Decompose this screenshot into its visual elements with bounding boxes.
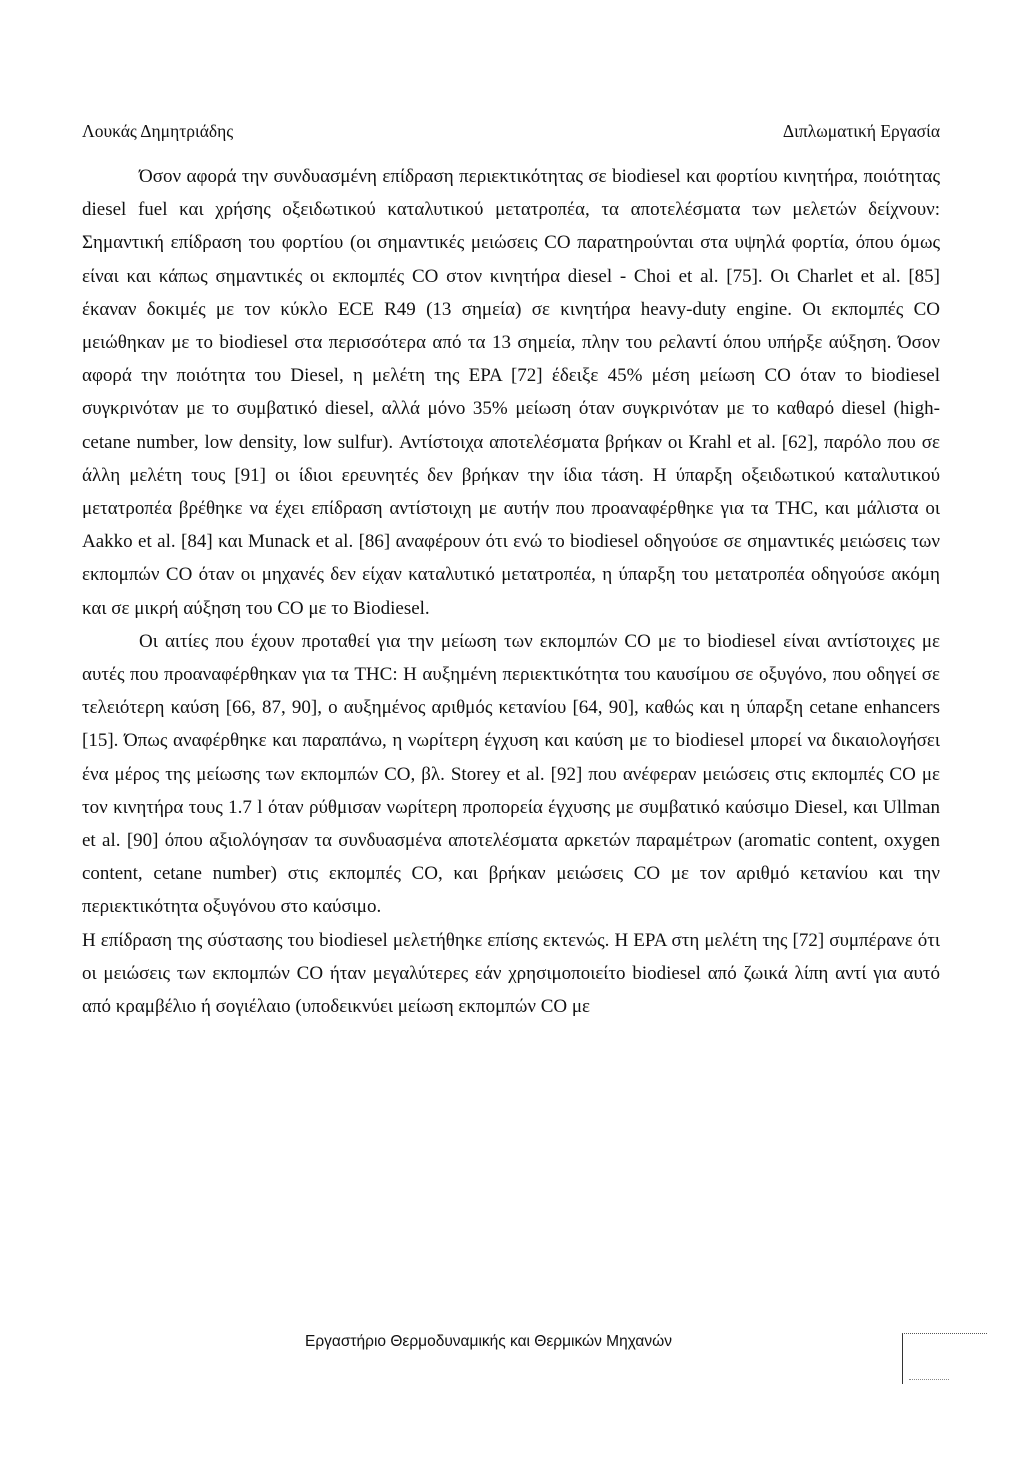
lab-name: Εργαστήριο Θερμοδυναμικής και Θερμικών Μηχανών [305,1333,672,1350]
page-header [82,121,940,142]
author-name: Λουκάς Δημητριάδης [82,121,234,141]
page-corner-mark [902,1333,987,1384]
main-text [82,160,940,1023]
paragraph-1: Όσον αφορά την συνδυασμένη επίδραση περιεκτικότητας σε biodiesel και φορτίου κινητήρα, ποιότητας diesel fuel και χρήσης οξειδωτικού καταλυτικού μετατροπέα, τα αποτελέσματα των μελετών δείχνουν: Σημαντική επίδραση του φορτίου (οι σημαντικές μειώσεις CO παρατηρούνται στα υψηλά φορτία, όπου όμως είναι και κάπως σημαντικές οι εκπομπές CO στον κινητήρα diesel - Choi et al. [75]. Οι Charlet et al. [85] έκαναν δοκιμές με τον κύκλο ECE R49 (13 σημεία) σε κινητήρα heavy-duty engine. Οι εκπομπές CO μειώθηκαν με το biodiesel στα περισσότερα από τα 13 σημεία, πλην του ρελαντί όπου υπήρξε αύξηση. Όσον αφορά την ποιότητα του Diesel, η μελέτη της EPA [72] έδειξε 45% μέση μείωση CO όταν το biodiesel συγκρινόταν με το συμβατικό diesel, αλλά μόνο 35% μείωση όταν συγκρινόταν με το καθαρό diesel (high-cetane number, low density, low sulfur). Αντίστοιχα αποτελέσματα βρήκαν οι Krahl et al. [62], παρόλο που σε άλλη μελέτη τους [91] οι ίδιοι ερευνητές δεν βρήκαν την ίδια τάση. Η ύπαρξη οξειδωτικού καταλυτικού μετατροπέα βρέθηκε να έχει επίδραση αντίστοιχη με αυτήν που προαναφέρθηκε για τα THC, και μάλιστα οι Aakko et al. [84] και Munack et al. [86] αναφέρουν ότι ενώ το biodiesel οδηγούσε σε σημαντικές μειώσεις των εκπομπών CO όταν οι μηχανές δεν είχαν καταλυτικό μετατροπέα, η ύπαρξη του μετατροπέα οδηγούσε ακόμη και σε μικρή αύξηση του CO με το Biodiesel. [82,166,940,619]
paragraph-3: Η επίδραση της σύστασης του biodiesel μελετήθηκε επίσης εκτενώς. Η EPA στη μελέτη της [72] συμπέρανε ότι οι μειώσεις των εκπομπών CO ήταν μεγαλύτερες εάν χρησιμοποιείτο biodiesel από ζωικά λίπη αντί για αυτό από κραμβέλιο ή σογιέλαιο (υποδεικνύει μείωση εκπομπών CO με [82,929,940,1018]
paragraph-2: Οι αιτίες που έχουν προταθεί για την μείωση των εκπομπών CO με το biodiesel είναι αντίστοιχες με αυτές που προαναφέρθηκαν για τα THC: Η αυξημένη περιεκτικότητα του καυσίμου σε οξυγόνο, που οδηγεί σε τελειότερη καύση [66, 87, 90], ο αυξημένος αριθμός κετανίου [64, 90], καθώς και η ύπαρξη cetane enhancers [15]. Όπως αναφέρθηκε και παραπάνω, η νωρίτερη έγχυση και καύση με το biodiesel μπορεί να δικαιολογήσει ένα μέρος της μείωσης των εκπομπών CO, βλ. Storey et al. [92] που ανέφεραν μειώσεις στις εκπομπές CO με τον κινητήρα τους 1.7 l όταν ρύθμισαν νωρίτερη προπορεία έγχυσης με συμβατικό καύσιμο Diesel, και Ullman et al. [90] όπου αξιολόγησαν τα συνδυασμένα αποτελέσματα αρκετών παραμέτρων (aromatic content, oxygen content, cetane number) στις εκπομπές CO, και βρήκαν μειώσεις CO με τον αριθμό κετανίου και την περιεκτικότητα οξυγόνου στο καύσιμο. [82,630,940,918]
page-footer [305,1333,672,1351]
document-type: Διπλωματική Εργασία [782,121,940,141]
